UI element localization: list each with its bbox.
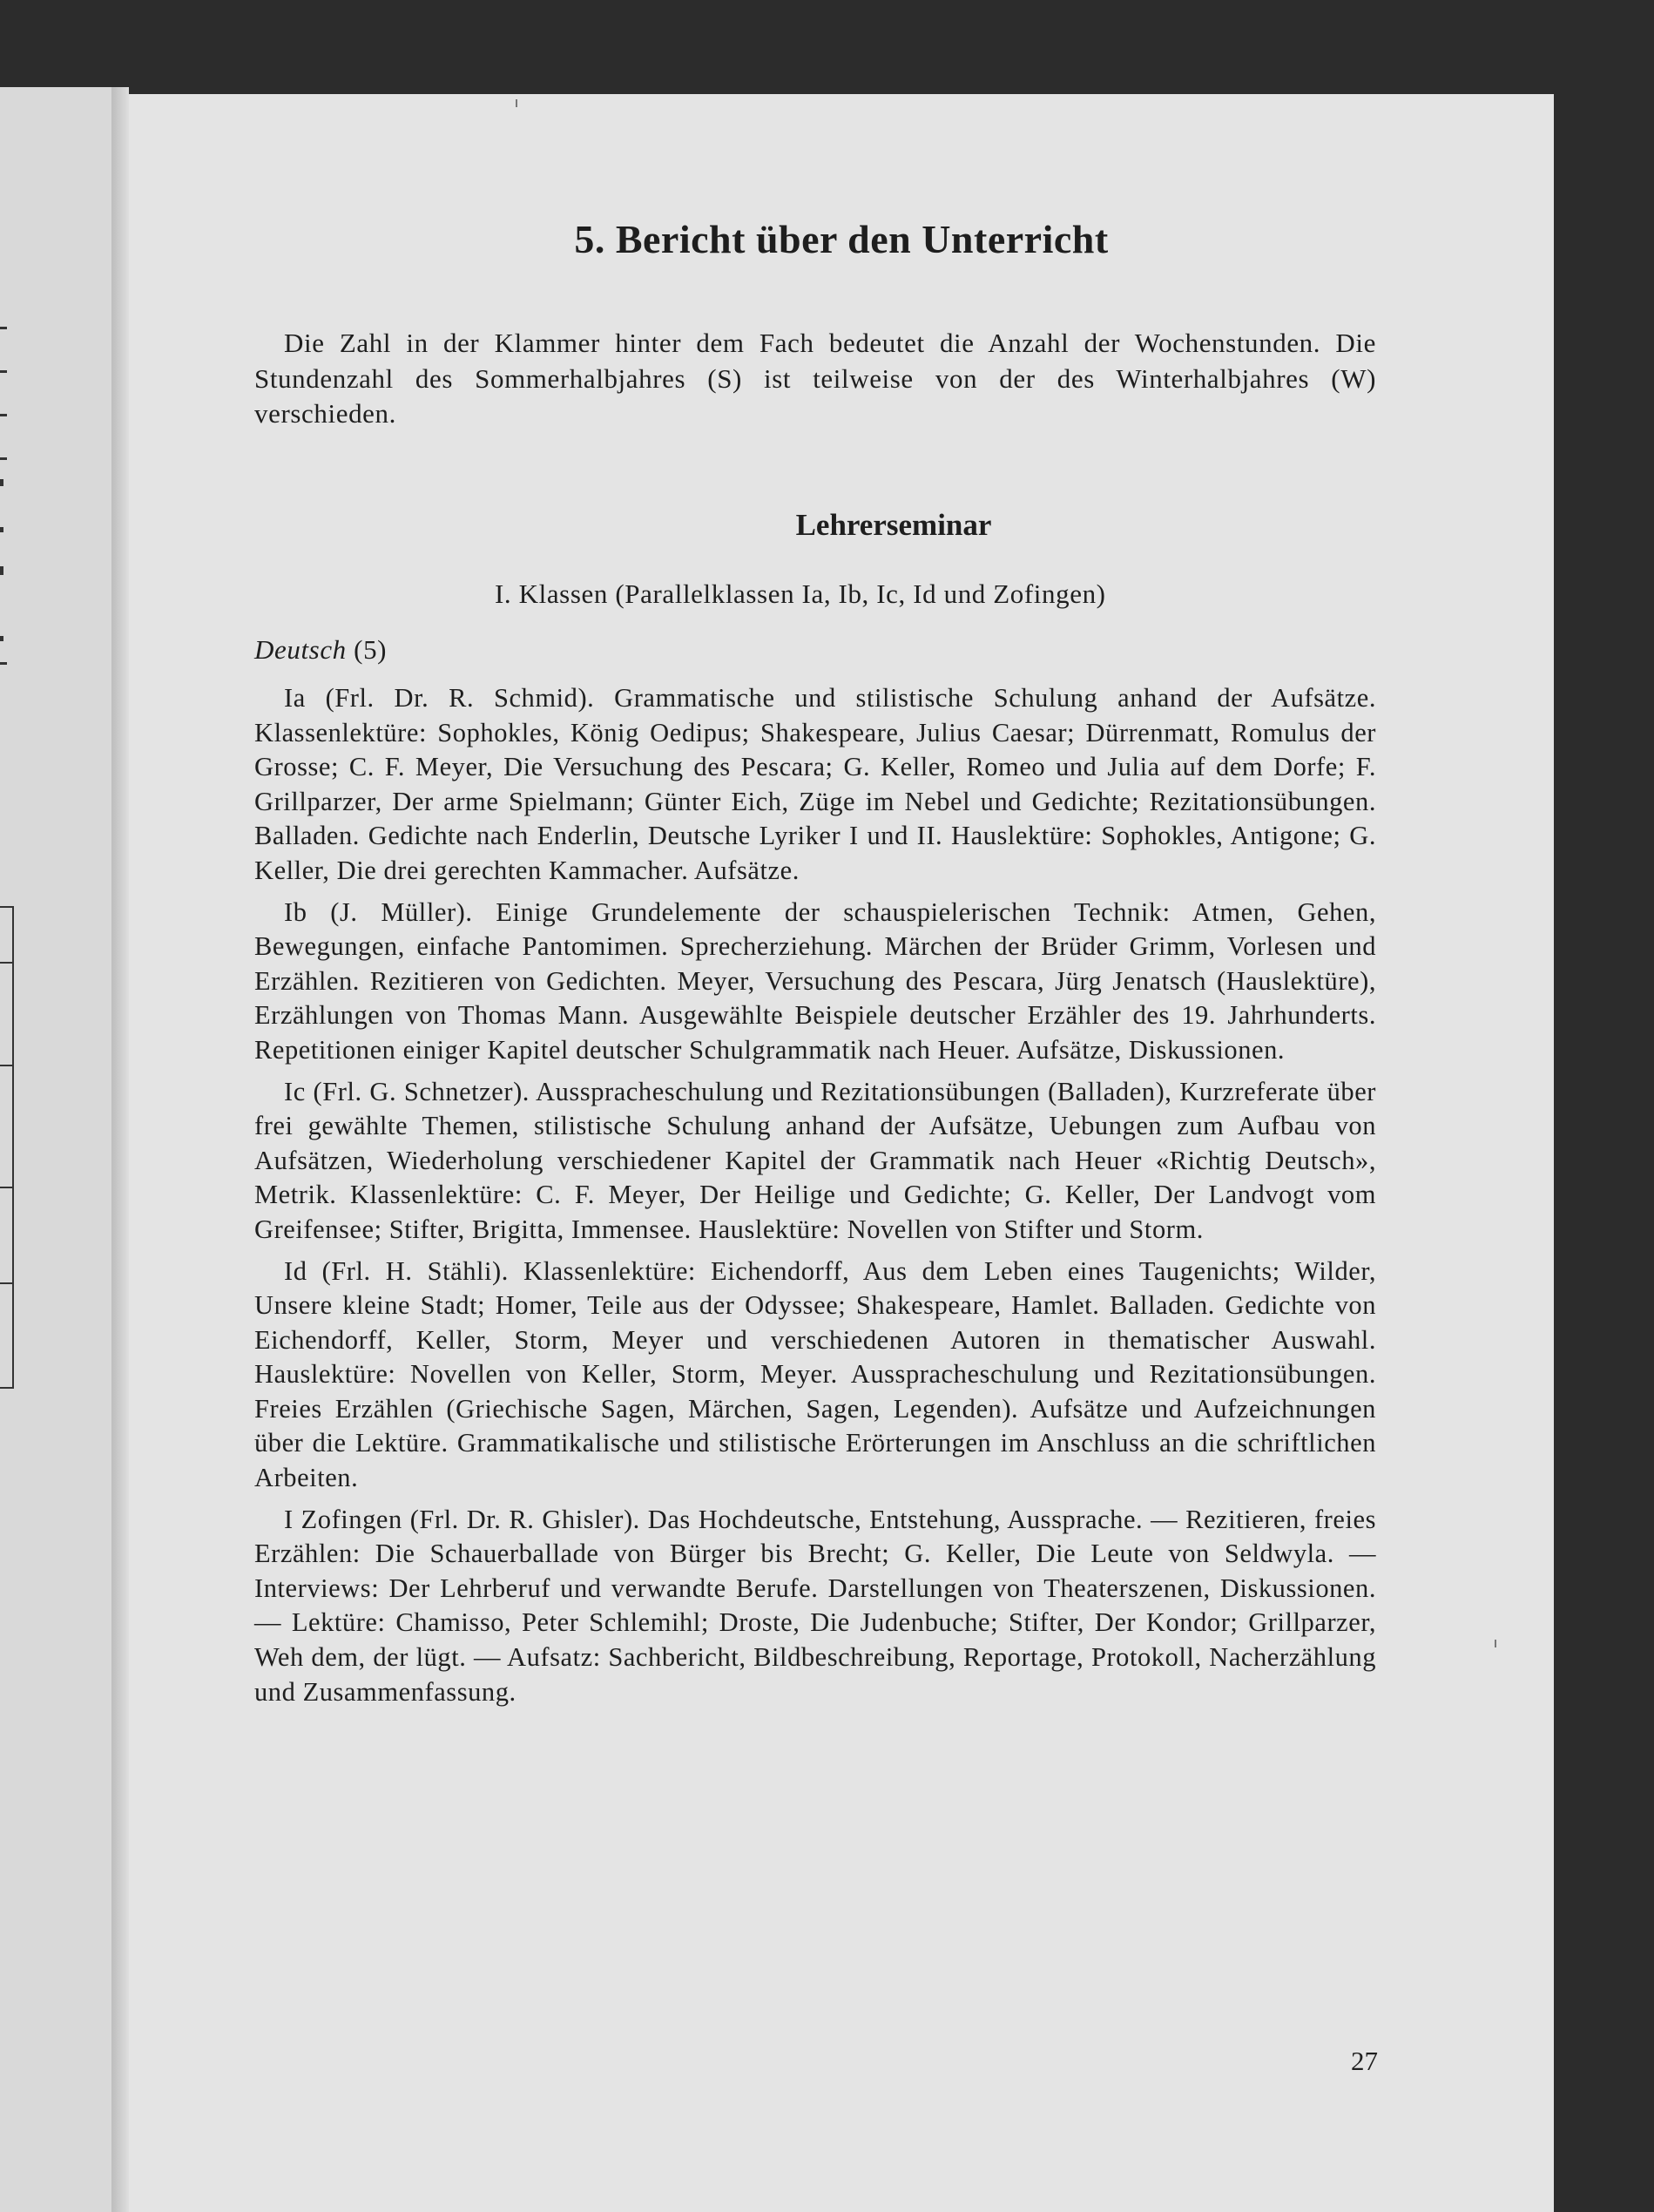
paragraph-class-id: Id (Frl. H. Stähli). Klassenlektüre: Eichendorff, Aus dem Leben eines Taugenichts; Wilder, Unsere kleine Stadt; Homer, Teile aus der Odyssee; Shakespeare, Hamlet. Balladen. Gedichte von Eichendorff, Keller, Storm, Meyer und verschiedenen Autoren in thematischer Auswahl. Hauslektüre: Novellen von Keller, Storm, Meyer. Ausspracheschulung und Rezitationsübungen. Freies Erzählen (Griechische Sagen, Märchen, Sagen, Legenden). Aufsätze und Aufzeichnungen über die Lektüre. Grammatikalische und stilistische Erörterungen im Anschluss an die schriftlichen Arbeiten.	[254, 1255, 1376, 1493]
book-page	[129, 94, 1554, 2212]
subject-name: Deutsch	[254, 634, 347, 665]
paper-speck	[1495, 1640, 1496, 1647]
page-number: 27	[1351, 2046, 1378, 2076]
paragraph-class-ic: Ic (Frl. G. Schnetzer). Ausspracheschulung und Rezitationsübungen (Balladen), Kurzreferate über frei gewählte Themen, stilistische Schulung anhand der Aufsätze, Uebungen zum Aufbau von Aufsätzen, Wiederholung verschiedener Kapitel der Grammatik nach Heuer «Richtig Deutsch», Metrik. Klassenlektüre: C. F. Meyer, Der Heilige und Gedichte; G. Keller, Der Landvogt vom Greifensee; Stifter, Brigitta, Immensee. Hauslektüre: Novellen von Stifter und Storm.	[254, 1076, 1376, 1244]
book-gutter	[111, 87, 129, 2212]
subject-hours: (5)	[354, 634, 388, 665]
page-title: 5. Bericht über den Unterricht	[574, 217, 1109, 261]
paragraph-class-zofingen: I Zofingen (Frl. Dr. R. Ghisler). Das Hochdeutsche, Entstehung, Aussprache. — Rezitieren, freies Erzählen: Die Schauerballade von Bürger bis Brecht; G. Keller, Die Leute von Seldwyla. — Interviews: Der Lehrberuf und verwandte Berufe. Darstellungen von Theaterszenen, Diskussionen. — Lektüre: Chamisso, Peter Schlemihl; Droste, Die Judenbuche; Stifter, Der Kondor; Grillparzer, Weh dem, der lügt. — Aufsatz: Sachbericht, Bildbeschreibung, Reportage, Protokoll, Nacherzählung und Zusammenfassung.	[254, 1504, 1376, 1707]
body-text	[254, 681, 1376, 1716]
section-title: Lehrerseminar	[795, 508, 992, 542]
adjacent-page-marks	[0, 227, 12, 749]
paper-speck	[516, 99, 517, 107]
adjacent-page-edge	[0, 87, 112, 2212]
subject-heading	[254, 634, 387, 666]
paragraph-class-ia: Ia (Frl. Dr. R. Schmid). Grammatische und stilistische Schulung anhand der Aufsätze. Klassenlektüre: Sophokles, König Oedipus; Shakespeare, Julius Caesar; Dürrenmatt, Romulus der Grosse; C. F. Meyer, Die Versuchung des Pescara; G. Keller, Romeo und Julia auf dem Dorfe; F. Grillparzer, Der arme Spielmann; Günter Eich, Züge im Nebel und Gedichte; Rezitationsübungen. Balladen. Gedichte nach Enderlin, Deutsche Lyriker I und II. Hauslektüre: Sophokles, Antigone; G. Keller, Die drei gerechten Kammacher. Aufsätze.	[254, 683, 1376, 885]
adjacent-page-table-edge	[0, 906, 14, 1389]
intro-paragraph: Die Zahl in der Klammer hinter dem Fach bedeutet die Anzahl der Wochenstunden. Die Stundenzahl des Sommerhalbjahres (S) ist teilweise von der des Winterhalbjahres (W) verschieden.	[254, 328, 1376, 429]
paragraph-class-ib: Ib (J. Müller). Einige Grundelemente der schauspielerischen Technik: Atmen, Gehen, Bewegungen, einfache Pantomimen. Sprecherziehung. Märchen der Brüder Grimm, Vorlesen und Erzählen. Rezitieren von Gedichten. Meyer, Versuchung des Pescara, Jürg Jenatsch (Hauslektüre), Erzählungen von Thomas Mann. Ausgewählte Beispiele deutscher Erzähler des 19. Jahrhunderts. Repetitionen einiger Kapitel deutscher Schulgrammatik nach Heuer. Aufsätze, Diskussionen.	[254, 896, 1376, 1065]
classes-heading: I. Klassen (Parallelklassen Ia, Ib, Ic, Id und Zofingen)	[495, 578, 1106, 609]
